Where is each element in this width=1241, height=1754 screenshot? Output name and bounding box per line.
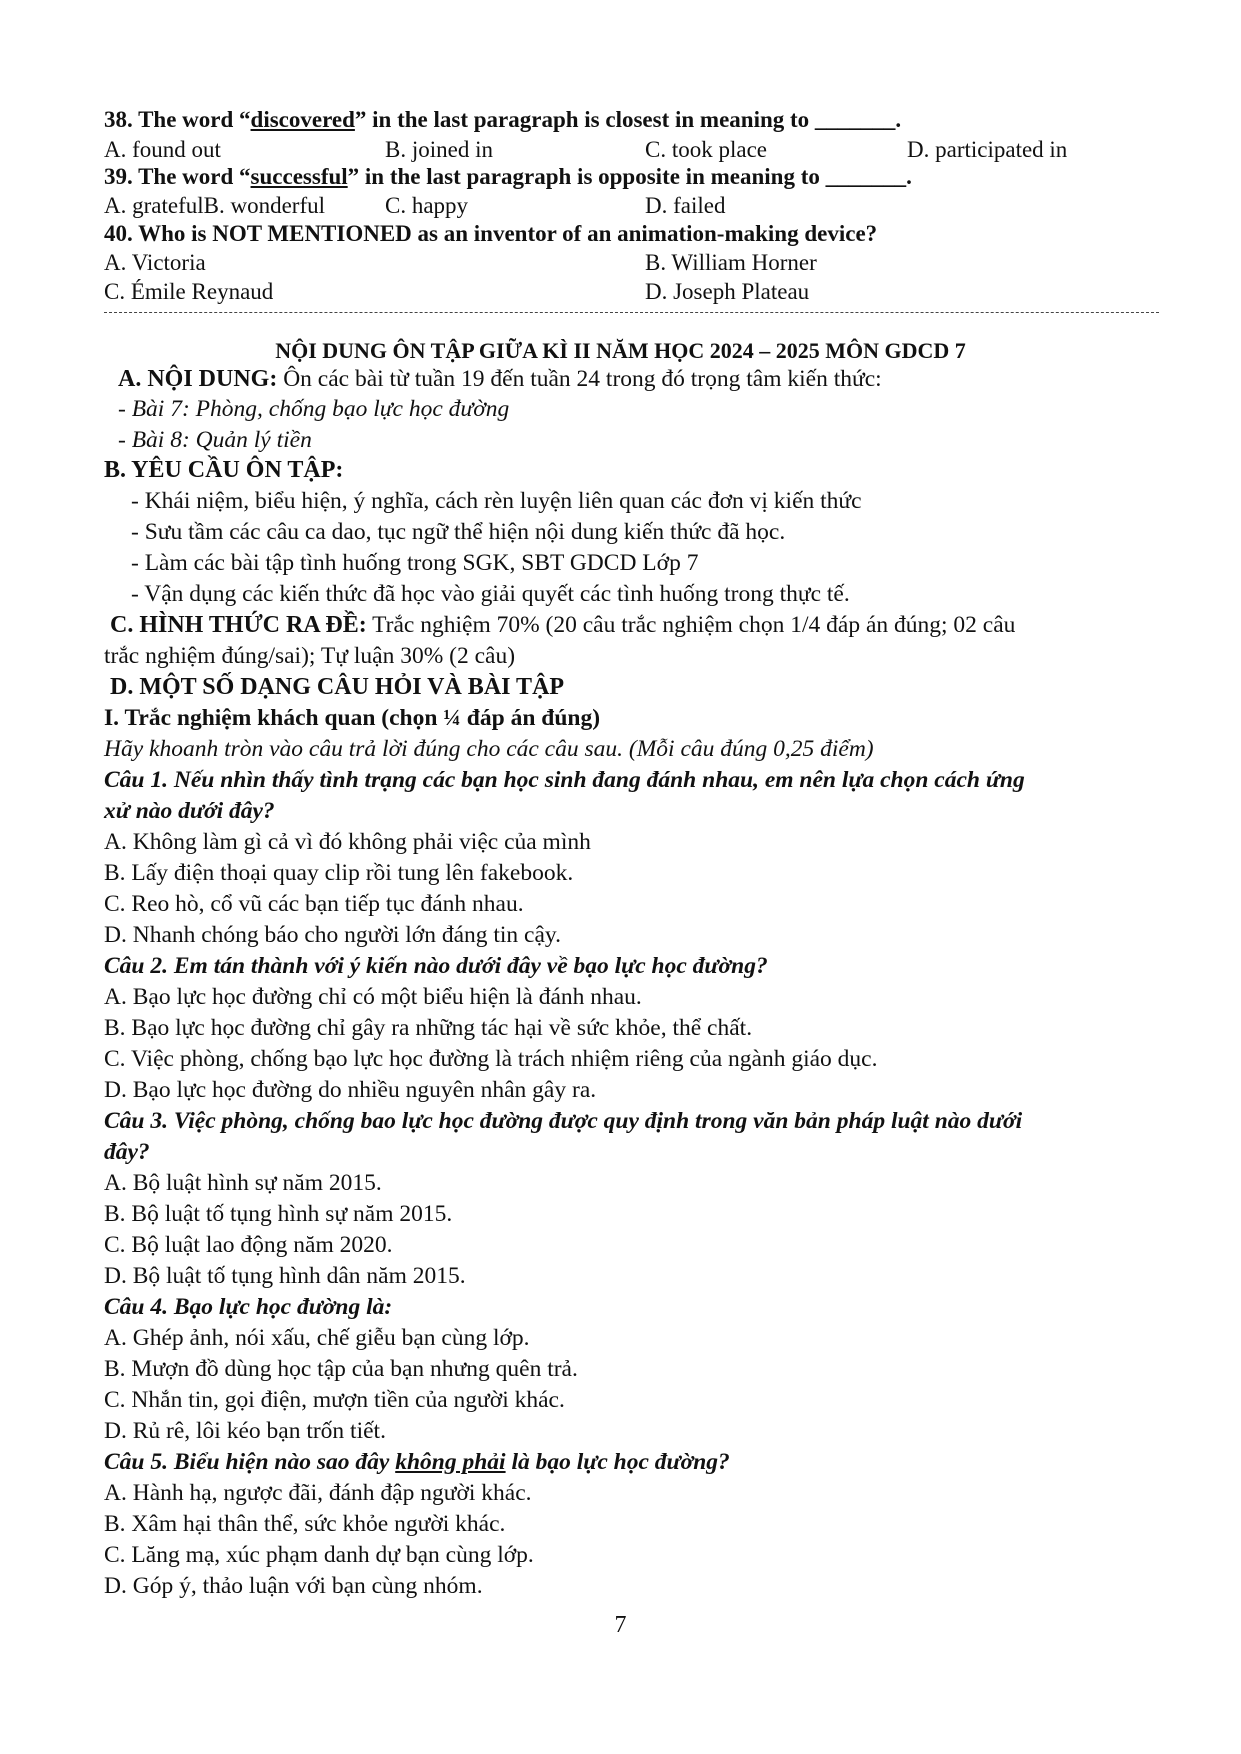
q1-option-c: C. Reo hò, cổ vũ các bạn tiếp tục đánh nhau. bbox=[104, 891, 524, 917]
question-1-line-2: xử nào dưới đây? bbox=[104, 798, 275, 824]
q5-post: là bạo lực học đường? bbox=[505, 1449, 730, 1475]
question-2: Câu 2. Em tán thành với ý kiến nào dưới đây về bạo lực học đường? bbox=[104, 953, 768, 979]
q2-option-c: C. Việc phòng, chống bạo lực học đường là trách nhiệm riêng của ngành giáo dục. bbox=[104, 1046, 878, 1072]
q38-pre: 38. The word “ bbox=[104, 107, 251, 132]
q5-option-c: C. Lăng mạ, xúc phạm danh dự bạn cùng lớp. bbox=[104, 1542, 534, 1568]
q1-option-d: D. Nhanh chóng báo cho người lớn đáng tin cậy. bbox=[104, 922, 562, 948]
section-a-line bbox=[118, 364, 882, 395]
q40-option-b: B. William Horner bbox=[645, 250, 817, 275]
section-b-label: B. YÊU CẦU ÔN TẬP: bbox=[104, 457, 344, 483]
question-38 bbox=[104, 104, 901, 135]
q39-pre: 39. The word “ bbox=[104, 164, 251, 189]
q4-option-d: D. Rủ rê, lôi kéo bạn trốn tiết. bbox=[104, 1418, 386, 1444]
section-c-line-2: trắc nghiệm đúng/sai); Tự luận 30% (2 câu) bbox=[104, 643, 516, 669]
q2-option-b: B. Bạo lực học đường chỉ gây ra những tác hại về sức khỏe, thể chất. bbox=[104, 1015, 753, 1041]
question-1-line-1: Câu 1. Nếu nhìn thấy tình trạng các bạn học sinh đang đánh nhau, em nên lựa chọn cách ứng bbox=[104, 767, 1025, 793]
q3-option-c: C. Bộ luật lao động năm 2020. bbox=[104, 1232, 393, 1258]
q5-pre: Câu 5. Biểu hiện nào sao đây bbox=[104, 1449, 396, 1475]
section-b-item-2: - Sưu tầm các câu ca dao, tục ngữ thể hiện nội dung kiến thức đã học. bbox=[131, 519, 786, 545]
section-d-label: D. MỘT SỐ DẠNG CÂU HỎI VÀ BÀI TẬP bbox=[110, 674, 565, 700]
q3-option-b: B. Bộ luật tố tụng hình sự năm 2015. bbox=[104, 1201, 453, 1227]
section-a-item-2: - Bài 8: Quản lý tiền bbox=[118, 427, 312, 453]
page-number: 7 bbox=[614, 1612, 627, 1638]
section-b-item-4: - Vận dụng các kiến thức đã học vào giải quyết các tình huống trong thực tế. bbox=[131, 581, 850, 607]
q4-option-c: C. Nhắn tin, gọi điện, mượn tiền của người khác. bbox=[104, 1387, 565, 1413]
section-a-label: A. NỘI DUNG: bbox=[118, 366, 278, 392]
section-c-text: Trắc nghiệm 70% (20 câu trắc nghiệm chọn 1/4 đáp án đúng; 02 câu bbox=[366, 612, 1016, 638]
question-4: Câu 4. Bạo lực học đường là: bbox=[104, 1294, 393, 1320]
question-3-line-2: đây? bbox=[104, 1139, 150, 1165]
section-b-item-1: - Khái niệm, biểu hiện, ý nghĩa, cách rèn luyện liên quan các đơn vị kiến thức bbox=[131, 488, 862, 514]
question-5 bbox=[104, 1447, 730, 1478]
q4-option-b: B. Mượn đồ dùng học tập của bạn nhưng quên trả. bbox=[104, 1356, 578, 1382]
q1-option-b: B. Lấy điện thoại quay clip rồi tung lên fakebook. bbox=[104, 860, 574, 886]
section-c-line-1 bbox=[110, 610, 1015, 641]
question-39 bbox=[104, 161, 912, 192]
dashed-divider bbox=[104, 312, 1159, 313]
q4-option-a: A. Ghép ảnh, nói xấu, chế giễu bạn cùng lớp. bbox=[104, 1325, 530, 1351]
q3-option-d: D. Bộ luật tố tụng hình dân năm 2015. bbox=[104, 1263, 466, 1289]
q5-option-a: A. Hành hạ, ngược đãi, đánh đập người khác. bbox=[104, 1480, 532, 1506]
q2-option-d: D. Bạo lực học đường do nhiều nguyên nhân gây ra. bbox=[104, 1077, 597, 1103]
q38-post: ” in the last paragraph is closest in meaning to _______. bbox=[354, 107, 902, 132]
section-c-label: C. HÌNH THỨC RA ĐỀ: bbox=[110, 612, 367, 638]
q39-option-d: D. failed bbox=[645, 193, 726, 218]
q40-option-c: C. Émile Reynaud bbox=[104, 279, 274, 304]
q5-option-d: D. Góp ý, thảo luận với bạn cùng nhóm. bbox=[104, 1573, 483, 1599]
q38-option-b: B. joined in bbox=[385, 137, 493, 162]
q39-option-ab: A. gratefulB. wonderful bbox=[104, 193, 325, 218]
q38-option-d: D. participated in bbox=[907, 137, 1068, 162]
q40-option-d: D. Joseph Plateau bbox=[645, 279, 810, 304]
q39-word: successful bbox=[250, 164, 348, 189]
q38-option-c: C. took place bbox=[645, 137, 767, 162]
section-a-item-1: - Bài 7: Phòng, chống bạo lực học đường bbox=[118, 396, 510, 422]
instruction: Hãy khoanh tròn vào câu trả lời đúng cho các câu sau. (Mỗi câu đúng 0,25 điểm) bbox=[104, 736, 874, 762]
q38-word: discovered bbox=[250, 107, 355, 132]
q40-option-a: A. Victoria bbox=[104, 250, 206, 275]
question-40: 40. Who is NOT MENTIONED as an inventor of an animation-making device? bbox=[104, 221, 878, 246]
q5-option-b: B. Xâm hại thân thể, sức khỏe người khác. bbox=[104, 1511, 506, 1537]
section-heading: NỘI DUNG ÔN TẬP GIỮA KÌ II NĂM HỌC 2024 – 2025 MÔN GDCD 7 bbox=[275, 338, 966, 363]
q39-option-c: C. happy bbox=[385, 193, 469, 218]
question-3-line-1: Câu 3. Việc phòng, chống bao lực học đường được quy định trong văn bản pháp luật nào dưới bbox=[104, 1108, 1023, 1134]
q2-option-a: A. Bạo lực học đường chỉ có một biểu hiện là đánh nhau. bbox=[104, 984, 642, 1010]
q1-option-a: A. Không làm gì cả vì đó không phải việc của mình bbox=[104, 829, 591, 855]
section-b-item-3: - Làm các bài tập tình huống trong SGK, SBT GDCD Lớp 7 bbox=[131, 550, 699, 576]
section-a-text: Ôn các bài từ tuần 19 đến tuần 24 trong đó trọng tâm kiến thức: bbox=[277, 366, 882, 392]
q39-post: ” in the last paragraph is opposite in meaning to _______. bbox=[347, 164, 912, 189]
q5-underlined: không phải bbox=[395, 1449, 506, 1475]
q3-option-a: A. Bộ luật hình sự năm 2015. bbox=[104, 1170, 382, 1196]
q38-option-a: A. found out bbox=[104, 137, 221, 162]
part-1-title: I. Trắc nghiệm khách quan (chọn ¼ đáp án đúng) bbox=[104, 705, 601, 731]
